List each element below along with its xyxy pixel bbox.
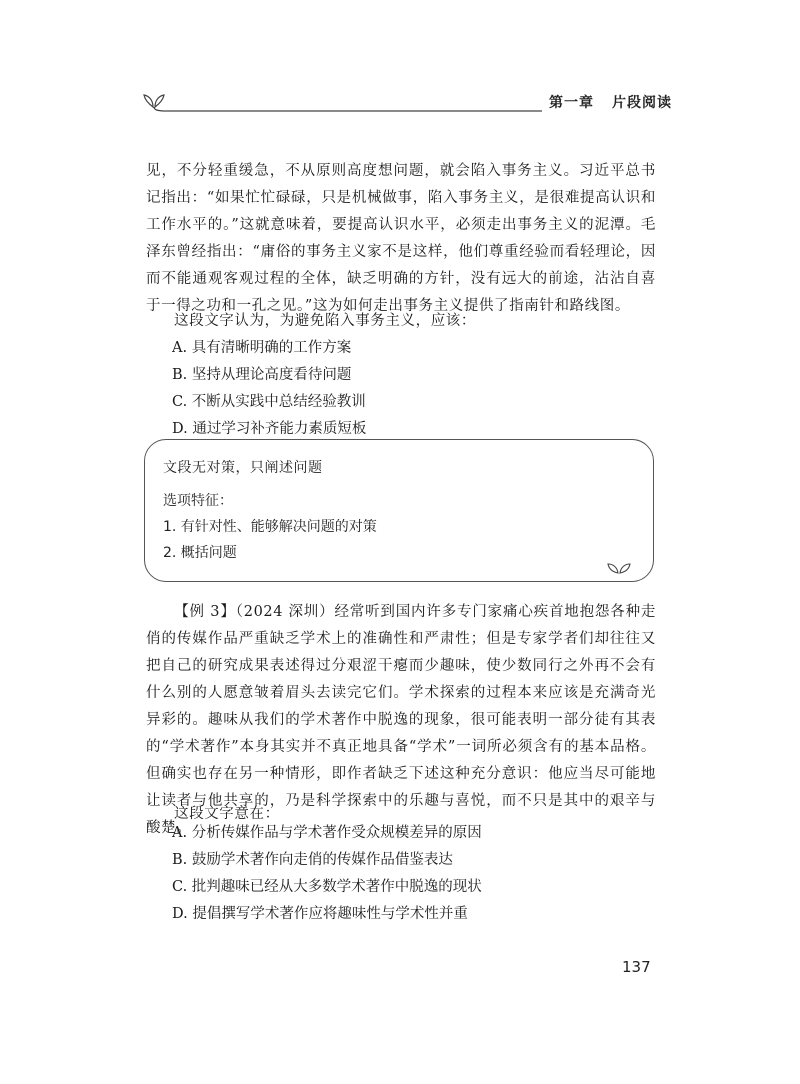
option-b: B. 鼓励学术著作向走俏的传媒作品借鉴表达 xyxy=(172,852,453,868)
option-a: A. 具有清晰明确的工作方案 xyxy=(172,340,352,356)
chapter-label: 第一章 xyxy=(549,95,594,111)
tip-item: 1. 有针对性、能够解决问题的对策 xyxy=(163,519,377,535)
tip-item: 2. 概括问题 xyxy=(163,545,237,561)
leaf-icon xyxy=(607,561,631,575)
section-label: 片段阅读 xyxy=(612,95,672,111)
option-d: D. 提倡撰写学术著作应将趣味性与学术性并重 xyxy=(172,906,468,922)
page-number: 137 xyxy=(622,958,651,976)
tip-subtitle: 选项特征： xyxy=(163,493,233,509)
page-header xyxy=(142,84,672,114)
option-d: D. 通过学习补齐能力素质短板 xyxy=(172,421,367,437)
passage-2-text: 【例 3】（2024 深圳）经常听到国内许多专门家痛心疾首地抱怨各种走俏的传媒作品严重缺乏学术上的准确性和严肃性；但是专家学者们却往往又把自己的研究成果表述得过分艰涩干瘪而少趣味，使少数同行之外再不会有什么别的人愿意皱着眉头去读完它们。学术探索的过程本来应该是充满奇光异彩的。趣味从我们的学术著作中脱逸的现象，很可能表明一部分徒有其表的“学术著作”本身其实并不真正地具备“学术”一词所必须含有的基本品格。但确实也存在另一种情形，即作者缺乏下述这种充分意识：他应当尽可能地让读者与他共享的，乃是科学探索中的乐趣与喜悦，而不只是其中的艰辛与酸楚。 xyxy=(146,604,656,836)
passage-1-text: 见，不分轻重缓急，不从原则高度想问题，就会陷入事务主义。习近平总书记指出：“如果忙忙碌碌，只是机械做事，陷入事务主义，是很难提高认识和工作水平的。”这就意味着，要提高认识水平，必须走出事务主义的泥潭。毛泽东曾经指出：“庸俗的事务主义家不是这样，他们尊重经验而看轻理论，因而不能通观客观过程的全体，缺乏明确的方针，没有远大的前途，沾沾自喜于一得之功和一孔之见。”这为如何走出事务主义提供了指南针和路线图。 xyxy=(146,163,656,314)
question-2-stem: 这段文字意在： xyxy=(174,806,280,822)
question-1-options xyxy=(172,335,652,443)
question-1-stem: 这段文字认为，为避免陷入事务主义，应该： xyxy=(174,313,476,329)
option-c: C. 批判趣味已经从大多数学术著作中脱逸的现状 xyxy=(172,879,482,895)
option-c: C. 不断从实践中总结经验教训 xyxy=(172,394,366,410)
question-2-options xyxy=(172,820,652,928)
tip-box xyxy=(144,439,654,582)
tip-title: 文段无对策，只阐述问题 xyxy=(163,460,323,476)
option-a: A. 分析传媒作品与学术著作受众规模差异的原因 xyxy=(172,825,482,841)
running-header xyxy=(549,92,672,112)
option-b: B. 坚持从理论高度看待问题 xyxy=(172,367,352,383)
